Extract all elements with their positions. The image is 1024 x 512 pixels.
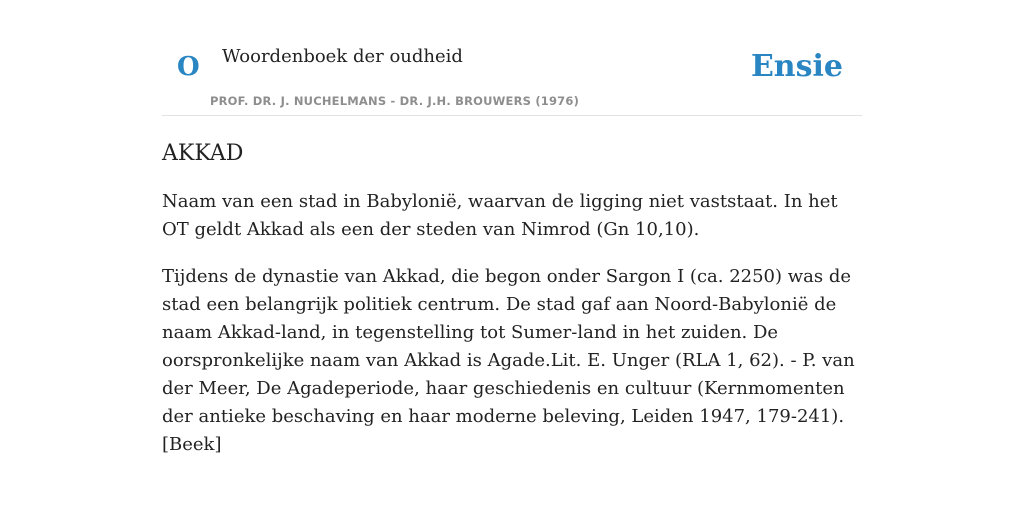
- page: [162, 0, 862, 459]
- entry-title: AKKAD: [162, 141, 244, 166]
- dictionary-title[interactable]: Woordenboek der oudheid: [222, 46, 463, 67]
- dictionary-header: [162, 44, 862, 116]
- ensie-logo-link[interactable]: Ensie: [750, 49, 843, 84]
- entry-paragraph: Tijdens de dynastie van Akkad, die begon onder Sargon I (ca. 2250) was de stad een belangrijk politiek centrum. De stad gaf aan Noord-Babylonië de naam Akkad-land, in tegenstelling tot Sumer-land in het zuiden. De oorspronkelijke naam van Akkad is Agade.Lit. E. Unger (RLA 1, 62). - P. van der Meer, De Agadeperiode, haar geschiedenis en cultuur (Kernmomenten der antieke beschaving en haar moderne beleving, Leiden 1947, 179-241). [Beek]: [162, 266, 855, 455]
- entry-paragraph: Naam van een stad in Babylonië, waarvan de ligging niet vaststaat. In het OT geldt Akkad als een der steden van Nimrod (Gn 10,10).: [162, 191, 838, 240]
- dictionary-authors: PROF. DR. J. NUCHELMANS - DR. J.H. BROUWERS (1976): [210, 94, 580, 108]
- letter-index-link[interactable]: O: [177, 52, 200, 82]
- entry-body: [162, 188, 862, 459]
